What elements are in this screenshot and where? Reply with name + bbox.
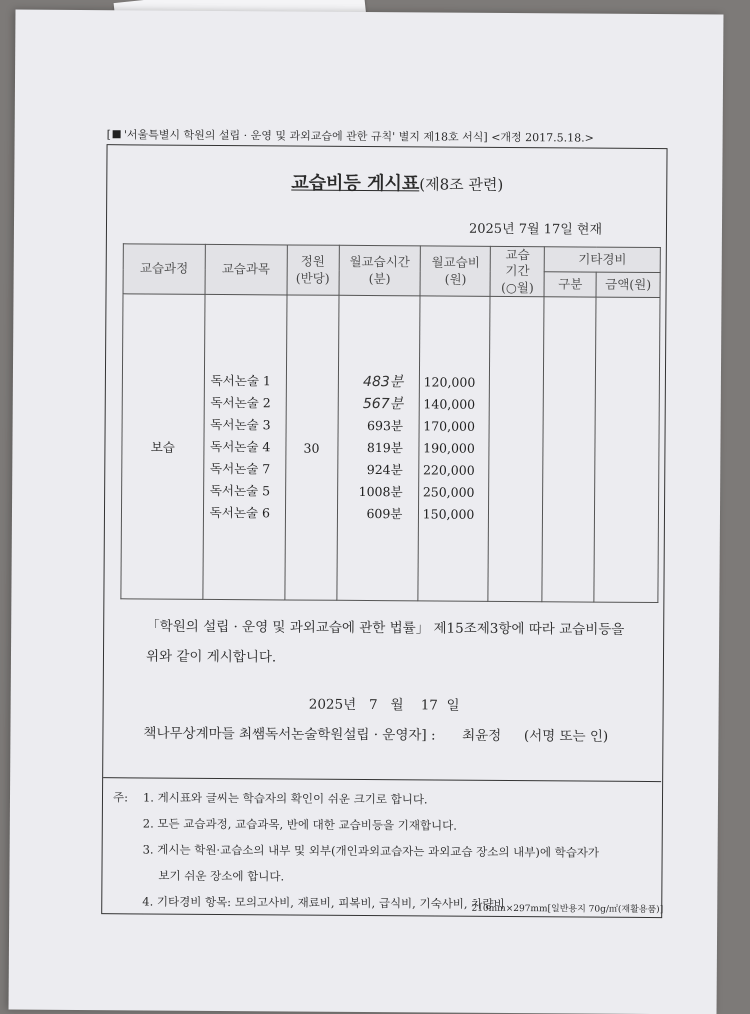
fee-cell: 220,000	[422, 462, 475, 478]
hours-cell-handwritten: 567분	[362, 395, 404, 413]
hours-column	[336, 295, 420, 601]
fee-cell: 190,000	[423, 440, 475, 456]
subject-cell: 독서논술 7	[209, 460, 271, 477]
header-course: 교습과정	[123, 244, 205, 295]
fee-cell: 170,000	[423, 418, 476, 434]
paper-size-note: 210mm×297mm[일반용지 70g/㎡(재활용품)]	[471, 903, 664, 916]
notes-label: 주:	[112, 790, 129, 805]
fee-cell: 140,000	[423, 396, 476, 412]
fee-cell: 250,000	[422, 484, 475, 500]
other-category-cell	[542, 297, 596, 602]
subject-cell: 독서논술 5	[209, 482, 271, 499]
header-monthly-fee: 월교습비 (원)	[420, 246, 490, 296]
header-other-expenses: 기타경비	[544, 247, 660, 273]
hours-cell: 609분	[366, 506, 403, 522]
note-item: 3. 게시는 학원·교습소의 내부 및 외부(개인과외교습자는 과외교습 장소의 내부)에 학습자가	[142, 842, 600, 860]
hours-cell: 1008분	[358, 483, 403, 500]
other-amount-cell	[594, 297, 660, 602]
signer-name: 최윤정	[462, 727, 502, 744]
signer-line	[143, 721, 663, 745]
capacity-cell: 30	[285, 295, 339, 600]
subject-cell: 독서논술 1	[210, 372, 271, 389]
signer-label: 책나무상계마들 최쌤독서논술학원설립 · 운영자] :	[143, 725, 436, 744]
fee-cell: 150,000	[422, 506, 475, 522]
note-item: 보기 쉬운 장소에 합니다.	[158, 868, 285, 884]
document-sheet	[9, 10, 724, 1014]
header-capacity: 정원 (반당)	[287, 245, 339, 295]
hours-cell: 819분	[366, 440, 403, 456]
page-title: 교습비등 게시표(제8조 관련)	[291, 172, 504, 195]
subject-cell: 독서논술 6	[209, 504, 270, 521]
fee-table	[120, 243, 660, 603]
period-cell	[488, 296, 544, 601]
legal-notice: 「학원의 설립 · 운영 및 과외교습에 관한 법률」 제15조제3항에 따라 교습비등을 위와 같이 게시합니다.	[145, 618, 625, 666]
hours-cell-handwritten: 483분	[363, 373, 404, 391]
note-item: 4. 기타경비 항목: 모의고사비, 재료비, 피복비, 급식비, 기숙사비, 차량비	[142, 894, 505, 911]
note-item: 2. 모든 교습과정, 교습과목, 반에 대한 교습비등을 기재합니다.	[142, 816, 458, 833]
fee-column	[418, 296, 490, 601]
notes-divider	[103, 777, 661, 782]
fee-cell: 120,000	[423, 374, 476, 390]
as-of-date: 2025년 7월 17일 현재	[468, 221, 603, 238]
square-bullet-icon	[113, 130, 121, 138]
header-monthly-hours: 월교습시간 (분)	[339, 245, 421, 296]
header-other-amount: 금액(원)	[596, 272, 660, 297]
hours-cell: 693분	[367, 418, 404, 434]
header-other-category: 구분	[544, 272, 596, 297]
subject-column	[203, 294, 287, 600]
signature-placeholder: (서명 또는 인)	[523, 728, 609, 745]
note-item: 1. 게시표와 글씨는 학습자의 확인이 쉬운 크기로 합니다.	[142, 790, 428, 807]
hours-cell: 924분	[366, 462, 403, 478]
signature-date: 2025년 7 월 17 일	[308, 696, 460, 714]
course-cell: 보습	[121, 294, 205, 600]
subject-cell: 독서논술 3	[210, 416, 271, 433]
regulation-header: [ '서울특별시 학원의 설립 · 운영 및 과외교습에 관한 규칙' 별지 제18호 서식] <개정 2017.5.18.>	[106, 128, 594, 145]
header-subject: 교습과목	[205, 244, 287, 295]
form-frame	[101, 144, 667, 918]
subject-cell: 독서논술 2	[210, 394, 271, 411]
header-period: 교습 기간 (○월)	[490, 246, 544, 296]
subject-cell: 독서논술 4	[210, 438, 271, 455]
